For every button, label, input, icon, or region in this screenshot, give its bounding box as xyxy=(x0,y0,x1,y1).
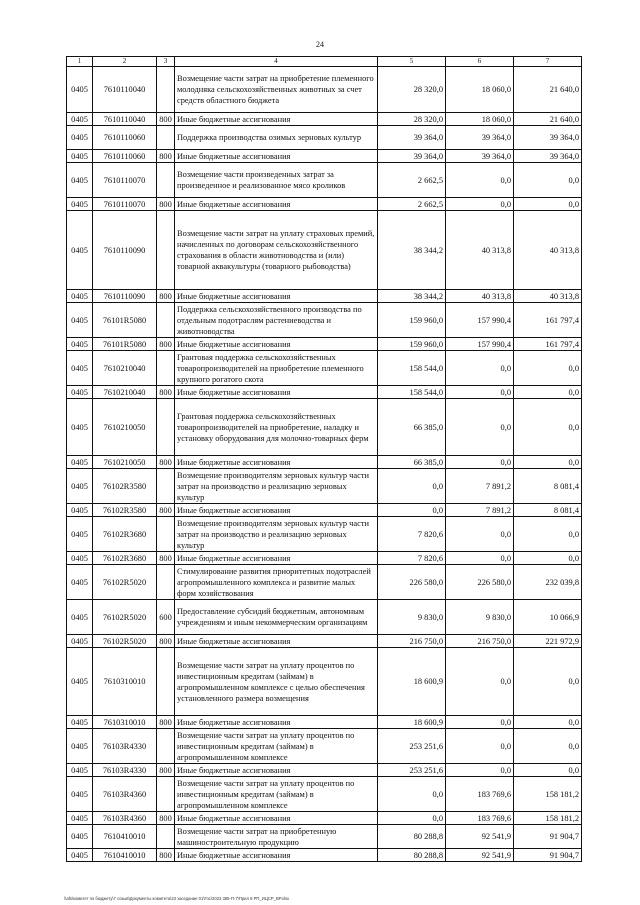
table-row xyxy=(67,648,582,716)
amount-col5-cell: 253 251,6 xyxy=(378,729,446,764)
amount-col6-cell: 0,0 xyxy=(446,517,514,552)
description-cell: Иные бюджетные ассигнования xyxy=(175,764,378,777)
section-code-cell: 0405 xyxy=(67,849,93,862)
table-row xyxy=(67,469,582,504)
table-row xyxy=(67,150,582,163)
table-row xyxy=(67,338,582,351)
amount-col5-cell: 38 344,2 xyxy=(378,211,446,290)
amount-col6-cell: 0,0 xyxy=(446,552,514,565)
description-cell: Возмещение производителям зерновых культур части затрат на производство и реализацию зерновых культур xyxy=(175,469,378,504)
description-cell: Иные бюджетные ассигнования xyxy=(175,386,378,399)
amount-col6-cell: 157 990,4 xyxy=(446,303,514,338)
description-cell: Возмещение части затрат на уплату страховых премий, начисленных по договорам сельскохозяйственного страхования в области животноводства и (или) товарной аквакультуры (товарного рыбоводства) xyxy=(175,211,378,290)
target-article-cell: 76103R4360 xyxy=(93,777,157,812)
section-code-cell: 0405 xyxy=(67,338,93,351)
amount-col5-cell: 18 600,9 xyxy=(378,716,446,729)
section-code-cell: 0405 xyxy=(67,517,93,552)
amount-col5-cell: 28 320,0 xyxy=(378,67,446,113)
table-row xyxy=(67,198,582,211)
table-row xyxy=(67,517,582,552)
table-row xyxy=(67,825,582,849)
description-cell: Иные бюджетные ассигнования xyxy=(175,150,378,163)
amount-col6-cell: 39 364,0 xyxy=(446,126,514,150)
budget-table xyxy=(66,56,582,862)
description-cell: Иные бюджетные ассигнования xyxy=(175,504,378,517)
amount-col7-cell: 158 181,2 xyxy=(514,777,582,812)
amount-col7-cell: 40 313,8 xyxy=(514,290,582,303)
section-code-cell: 0405 xyxy=(67,150,93,163)
description-cell: Предоставление субсидий бюджетным, автономным учреждениям и иным некоммерческим организациям xyxy=(175,600,378,635)
description-cell: Иные бюджетные ассигнования xyxy=(175,552,378,565)
amount-col6-cell: 0,0 xyxy=(446,764,514,777)
description-cell: Иные бюджетные ассигнования xyxy=(175,456,378,469)
amount-col5-cell: 253 251,6 xyxy=(378,764,446,777)
table-row xyxy=(67,303,582,338)
amount-col7-cell: 0,0 xyxy=(514,517,582,552)
amount-col7-cell: 10 066,9 xyxy=(514,600,582,635)
amount-col7-cell: 0,0 xyxy=(514,399,582,456)
target-article-cell: 76103R4360 xyxy=(93,812,157,825)
table-row xyxy=(67,67,582,113)
amount-col6-cell: 0,0 xyxy=(446,716,514,729)
target-article-cell: 7610210040 xyxy=(93,351,157,386)
amount-col7-cell: 0,0 xyxy=(514,163,582,198)
section-code-cell: 0405 xyxy=(67,552,93,565)
amount-col5-cell: 158 544,0 xyxy=(378,351,446,386)
amount-col5-cell: 66 385,0 xyxy=(378,399,446,456)
target-article-cell: 76102R5020 xyxy=(93,565,157,600)
amount-col5-cell: 38 344,2 xyxy=(378,290,446,303)
expense-type-cell: 800 xyxy=(157,198,175,211)
amount-col5-cell: 7 820,6 xyxy=(378,517,446,552)
description-cell: Иные бюджетные ассигнования xyxy=(175,198,378,211)
column-number-cell: 3 xyxy=(157,57,175,67)
amount-col7-cell: 21 640,0 xyxy=(514,67,582,113)
table-row xyxy=(67,716,582,729)
amount-col6-cell: 0,0 xyxy=(446,386,514,399)
table-row xyxy=(67,290,582,303)
description-cell: Поддержка сельскохозяйственного производства по отдельным подотраслям растениеводства и животноводства xyxy=(175,303,378,338)
target-article-cell: 7610210050 xyxy=(93,456,157,469)
section-code-cell: 0405 xyxy=(67,386,93,399)
target-article-cell: 76102R3580 xyxy=(93,504,157,517)
target-article-cell: 7610210050 xyxy=(93,399,157,456)
target-article-cell: 7610110040 xyxy=(93,113,157,126)
amount-col5-cell: 216 750,0 xyxy=(378,635,446,648)
amount-col7-cell: 161 797,4 xyxy=(514,303,582,338)
description-cell: Иные бюджетные ассигнования xyxy=(175,716,378,729)
amount-col6-cell: 18 060,0 xyxy=(446,113,514,126)
description-cell: Возмещение производителям зерновых культур части затрат на производство и реализацию зерновых культур xyxy=(175,517,378,552)
amount-col7-cell: 40 313,8 xyxy=(514,211,582,290)
table-row xyxy=(67,504,582,517)
amount-col5-cell: 80 288,8 xyxy=(378,849,446,862)
table-row xyxy=(67,849,582,862)
expense-type-cell: 800 xyxy=(157,552,175,565)
section-code-cell: 0405 xyxy=(67,399,93,456)
column-number-cell: 5 xyxy=(378,57,446,67)
amount-col5-cell: 158 544,0 xyxy=(378,386,446,399)
expense-type-cell xyxy=(157,126,175,150)
amount-col6-cell: 0,0 xyxy=(446,399,514,456)
amount-col5-cell: 7 820,6 xyxy=(378,552,446,565)
expense-type-cell xyxy=(157,825,175,849)
amount-col6-cell: 7 891,2 xyxy=(446,504,514,517)
expense-type-cell xyxy=(157,565,175,600)
expense-type-cell xyxy=(157,648,175,716)
amount-col6-cell: 0,0 xyxy=(446,351,514,386)
table-row xyxy=(67,777,582,812)
amount-col7-cell: 39 364,0 xyxy=(514,126,582,150)
table-row xyxy=(67,812,582,825)
column-number-cell: 6 xyxy=(446,57,514,67)
expense-type-cell xyxy=(157,729,175,764)
amount-col7-cell: 161 797,4 xyxy=(514,338,582,351)
amount-col6-cell: 0,0 xyxy=(446,198,514,211)
amount-col7-cell: 8 081,4 xyxy=(514,504,582,517)
expense-type-cell: 800 xyxy=(157,113,175,126)
amount-col5-cell: 2 662,5 xyxy=(378,163,446,198)
section-code-cell: 0405 xyxy=(67,635,93,648)
target-article-cell: 7610310010 xyxy=(93,648,157,716)
amount-col6-cell: 157 990,4 xyxy=(446,338,514,351)
section-code-cell: 0405 xyxy=(67,163,93,198)
section-code-cell: 0405 xyxy=(67,198,93,211)
amount-col6-cell: 9 830,0 xyxy=(446,600,514,635)
table-row xyxy=(67,386,582,399)
description-cell: Возмещение части затрат на уплату процентов по инвестиционным кредитам (займам) в агропромышленном комплексе xyxy=(175,729,378,764)
table-row xyxy=(67,351,582,386)
section-code-cell: 0405 xyxy=(67,67,93,113)
section-code-cell: 0405 xyxy=(67,351,93,386)
section-code-cell: 0405 xyxy=(67,504,93,517)
description-cell: Иные бюджетные ассигнования xyxy=(175,635,378,648)
amount-col5-cell: 0,0 xyxy=(378,812,446,825)
table-row xyxy=(67,163,582,198)
expense-type-cell: 800 xyxy=(157,635,175,648)
table-row xyxy=(67,113,582,126)
target-article-cell: 76101R5080 xyxy=(93,338,157,351)
expense-type-cell xyxy=(157,303,175,338)
expense-type-cell: 800 xyxy=(157,338,175,351)
column-number-cell: 1 xyxy=(67,57,93,67)
amount-col5-cell: 0,0 xyxy=(378,777,446,812)
description-cell: Иные бюджетные ассигнования xyxy=(175,338,378,351)
description-cell: Возмещение части затрат на приобретенную машиностроительную продукцию xyxy=(175,825,378,849)
table-row xyxy=(67,729,582,764)
target-article-cell: 76102R3680 xyxy=(93,517,157,552)
amount-col5-cell: 159 960,0 xyxy=(378,338,446,351)
target-article-cell: 7610110090 xyxy=(93,211,157,290)
section-code-cell: 0405 xyxy=(67,113,93,126)
amount-col7-cell: 8 081,4 xyxy=(514,469,582,504)
amount-col7-cell: 232 039,8 xyxy=(514,565,582,600)
amount-col7-cell: 0,0 xyxy=(514,351,582,386)
amount-col7-cell: 0,0 xyxy=(514,456,582,469)
amount-col5-cell: 80 288,8 xyxy=(378,825,446,849)
amount-col5-cell: 2 662,5 xyxy=(378,198,446,211)
target-article-cell: 76102R5020 xyxy=(93,635,157,648)
expense-type-cell: 800 xyxy=(157,456,175,469)
column-number-cell: 7 xyxy=(514,57,582,67)
expense-type-cell: 800 xyxy=(157,716,175,729)
target-article-cell: 7610110070 xyxy=(93,198,157,211)
section-code-cell: 0405 xyxy=(67,126,93,150)
expense-type-cell xyxy=(157,399,175,456)
amount-col5-cell: 0,0 xyxy=(378,504,446,517)
amount-col7-cell: 91 904,7 xyxy=(514,825,582,849)
amount-col5-cell: 28 320,0 xyxy=(378,113,446,126)
amount-col7-cell: 91 904,7 xyxy=(514,849,582,862)
amount-col5-cell: 39 364,0 xyxy=(378,150,446,163)
table-row xyxy=(67,211,582,290)
column-number-cell: 2 xyxy=(93,57,157,67)
expense-type-cell: 800 xyxy=(157,504,175,517)
amount-col6-cell: 0,0 xyxy=(446,456,514,469)
section-code-cell: 0405 xyxy=(67,716,93,729)
amount-col6-cell: 92 541,9 xyxy=(446,849,514,862)
amount-col5-cell: 159 960,0 xyxy=(378,303,446,338)
expense-type-cell: 800 xyxy=(157,150,175,163)
amount-col6-cell: 0,0 xyxy=(446,648,514,716)
description-cell: Иные бюджетные ассигнования xyxy=(175,290,378,303)
section-code-cell: 0405 xyxy=(67,303,93,338)
amount-col6-cell: 216 750,0 xyxy=(446,635,514,648)
amount-col7-cell: 0,0 xyxy=(514,729,582,764)
amount-col5-cell: 0,0 xyxy=(378,469,446,504)
expense-type-cell: 800 xyxy=(157,849,175,862)
amount-col6-cell: 0,0 xyxy=(446,729,514,764)
expense-type-cell xyxy=(157,469,175,504)
target-article-cell: 76103R4330 xyxy=(93,729,157,764)
target-article-cell: 7610410010 xyxy=(93,849,157,862)
column-number-row xyxy=(67,57,582,67)
target-article-cell: 76102R5020 xyxy=(93,600,157,635)
amount-col6-cell: 183 769,6 xyxy=(446,812,514,825)
expense-type-cell: 800 xyxy=(157,290,175,303)
description-cell: Возмещение части затрат на приобретение племенного молодняка сельскохозяйственных животных за счет средств областного бюджета xyxy=(175,67,378,113)
expense-type-cell xyxy=(157,211,175,290)
description-cell: Возмещение части затрат на уплату процентов по инвестиционным кредитам (займам) в агропромышленном комплексе xyxy=(175,777,378,812)
target-article-cell: 7610110070 xyxy=(93,163,157,198)
amount-col6-cell: 7 891,2 xyxy=(446,469,514,504)
amount-col7-cell: 0,0 xyxy=(514,648,582,716)
table-row xyxy=(67,126,582,150)
amount-col6-cell: 0,0 xyxy=(446,163,514,198)
expense-type-cell xyxy=(157,517,175,552)
target-article-cell: 76101R5080 xyxy=(93,303,157,338)
amount-col6-cell: 39 364,0 xyxy=(446,150,514,163)
amount-col5-cell: 39 364,0 xyxy=(378,126,446,150)
section-code-cell: 0405 xyxy=(67,290,93,303)
amount-col6-cell: 92 541,9 xyxy=(446,825,514,849)
target-article-cell: 7610210040 xyxy=(93,386,157,399)
description-cell: Возмещение части произведенных затрат за произведенное и реализованное мясо кроликов xyxy=(175,163,378,198)
description-cell: Иные бюджетные ассигнования xyxy=(175,113,378,126)
amount-col5-cell: 9 830,0 xyxy=(378,600,446,635)
table-row xyxy=(67,764,582,777)
section-code-cell: 0405 xyxy=(67,600,93,635)
amount-col7-cell: 0,0 xyxy=(514,386,582,399)
page-number: 24 xyxy=(316,40,324,49)
section-code-cell: 0405 xyxy=(67,777,93,812)
amount-col7-cell: 0,0 xyxy=(514,552,582,565)
amount-col5-cell: 66 385,0 xyxy=(378,456,446,469)
file-path-footer: \\afs\комитет по бюджету\7 созыв\Документы комитета\23 заседание 01\Гос\2023 385-П-7\Прил 8 РП_ИЦСР_ВР.xlsx xyxy=(64,896,290,901)
amount-col6-cell: 183 769,6 xyxy=(446,777,514,812)
section-code-cell: 0405 xyxy=(67,729,93,764)
target-article-cell: 7610110060 xyxy=(93,126,157,150)
target-article-cell: 76102R3580 xyxy=(93,469,157,504)
description-cell: Иные бюджетные ассигнования xyxy=(175,849,378,862)
expense-type-cell xyxy=(157,67,175,113)
amount-col6-cell: 40 313,8 xyxy=(446,211,514,290)
table-row xyxy=(67,552,582,565)
amount-col7-cell: 0,0 xyxy=(514,764,582,777)
description-cell: Иные бюджетные ассигнования xyxy=(175,812,378,825)
description-cell: Поддержка производства озимых зерновых культур xyxy=(175,126,378,150)
table-row xyxy=(67,600,582,635)
section-code-cell: 0405 xyxy=(67,456,93,469)
expense-type-cell xyxy=(157,777,175,812)
target-article-cell: 76103R4330 xyxy=(93,764,157,777)
expense-type-cell xyxy=(157,351,175,386)
amount-col7-cell: 158 181,2 xyxy=(514,812,582,825)
expense-type-cell: 800 xyxy=(157,386,175,399)
target-article-cell: 76102R3680 xyxy=(93,552,157,565)
target-article-cell: 7610310010 xyxy=(93,716,157,729)
table-row xyxy=(67,399,582,456)
section-code-cell: 0405 xyxy=(67,648,93,716)
description-cell: Стимулирование развития приоритетных подотраслей агропромышленного комплекса и развитие малых форм хозяйствования xyxy=(175,565,378,600)
amount-col5-cell: 18 600,9 xyxy=(378,648,446,716)
section-code-cell: 0405 xyxy=(67,812,93,825)
target-article-cell: 7610110060 xyxy=(93,150,157,163)
section-code-cell: 0405 xyxy=(67,211,93,290)
section-code-cell: 0405 xyxy=(67,565,93,600)
amount-col6-cell: 40 313,8 xyxy=(446,290,514,303)
expense-type-cell: 800 xyxy=(157,812,175,825)
amount-col6-cell: 18 060,0 xyxy=(446,67,514,113)
target-article-cell: 7610410010 xyxy=(93,825,157,849)
section-code-cell: 0405 xyxy=(67,764,93,777)
table-row xyxy=(67,456,582,469)
amount-col6-cell: 226 580,0 xyxy=(446,565,514,600)
amount-col7-cell: 39 364,0 xyxy=(514,150,582,163)
amount-col7-cell: 0,0 xyxy=(514,716,582,729)
section-code-cell: 0405 xyxy=(67,825,93,849)
target-article-cell: 7610110090 xyxy=(93,290,157,303)
table-row xyxy=(67,635,582,648)
target-article-cell: 7610110040 xyxy=(93,67,157,113)
expense-type-cell: 800 xyxy=(157,764,175,777)
table-row xyxy=(67,565,582,600)
description-cell: Грантовая поддержка сельскохозяйственных товаропроизводителей на приобретение племенного крупного рогатого скота xyxy=(175,351,378,386)
amount-col7-cell: 221 972,9 xyxy=(514,635,582,648)
column-number-cell: 4 xyxy=(175,57,378,67)
section-code-cell: 0405 xyxy=(67,469,93,504)
description-cell: Грантовая поддержка сельскохозяйственных товаропроизводителей на приобретение, наладку и установку оборудования для молочно-товарных ферм xyxy=(175,399,378,456)
expense-type-cell xyxy=(157,163,175,198)
amount-col5-cell: 226 580,0 xyxy=(378,565,446,600)
description-cell: Возмещение части затрат на уплату процентов по инвестиционным кредитам (займам) в агропромышленном комплексе с целью обеспечения установленного размера возмещения xyxy=(175,648,378,716)
expense-type-cell: 600 xyxy=(157,600,175,635)
amount-col7-cell: 0,0 xyxy=(514,198,582,211)
amount-col7-cell: 21 640,0 xyxy=(514,113,582,126)
